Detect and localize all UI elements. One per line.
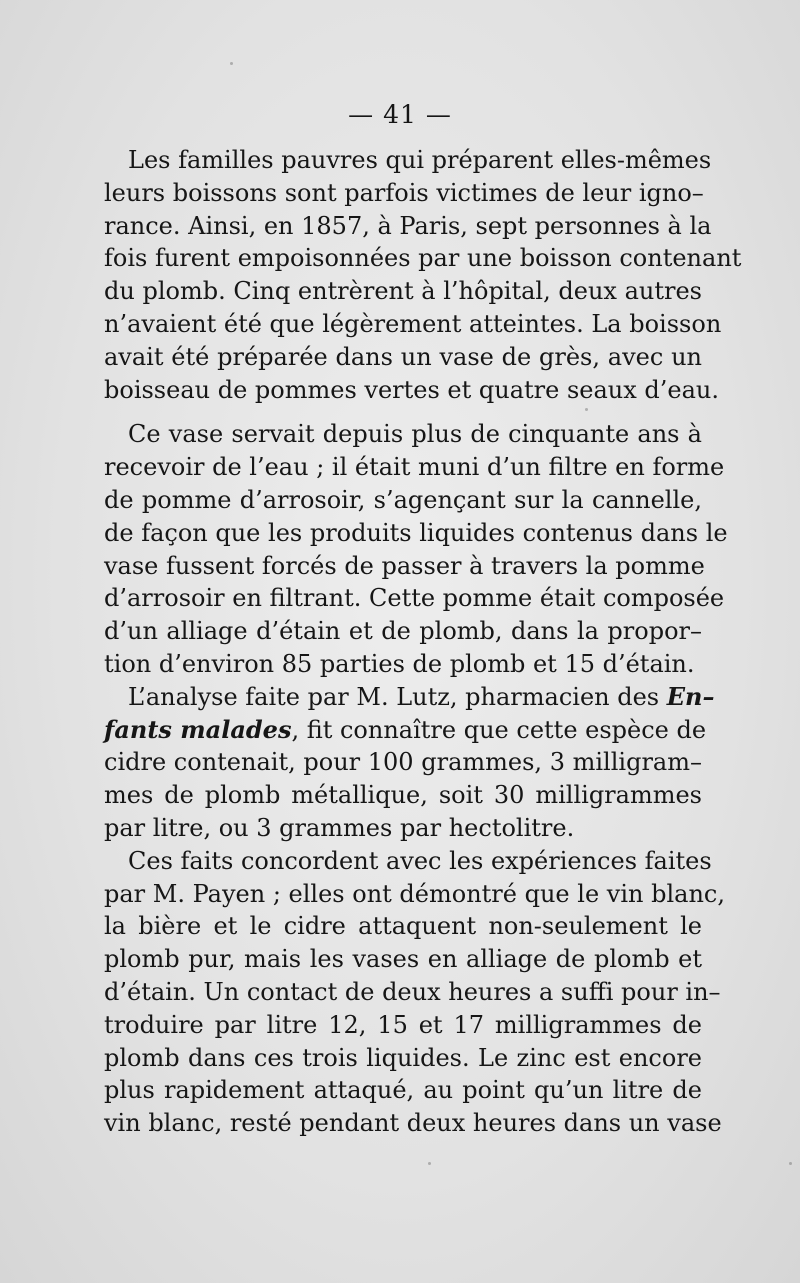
text-line: de pomme d’arrosoir, s’agençant sur la cannelle, — [104, 485, 702, 514]
text-line: cidre contenait, pour 100 grammes, 3 milligram– — [104, 748, 702, 777]
text-line: tion d’environ 85 parties de plomb et 15 d’étain. — [104, 649, 695, 678]
italic-title: En– — [666, 681, 715, 711]
text-line: d’étain. Un contact de deux heures a suffi pour in– — [104, 977, 721, 1006]
text-line: d’arrosoir en filtrant. Cette pomme était composée — [104, 584, 725, 613]
text-line: du plomb. Cinq entrèrent à l’hôpital, deux autres — [104, 277, 702, 306]
text-line: mes de plomb métallique, soit 30 milligrammes — [104, 781, 702, 810]
text-line: de façon que les produits liquides contenus dans le — [104, 518, 728, 547]
text-line: plus rapidement attaqué, au point qu’un litre de — [104, 1076, 702, 1105]
text-line: recevoir de l’eau ; il était muni d’un filtre en forme — [104, 453, 725, 482]
text-line: fois furent empoisonnées par une boisson contenant — [104, 244, 742, 273]
text-line: par litre, ou 3 grammes par hectolitre. — [104, 813, 575, 842]
text-line: plomb pur, mais les vases en alliage de plomb et — [104, 945, 702, 974]
text-line: boisseau de pommes vertes et quatre seaux d’eau. — [104, 375, 720, 404]
paper-speck — [230, 62, 233, 65]
text-run: , fit connaître que cette espèce de — [291, 715, 707, 744]
paper-speck — [428, 1162, 431, 1165]
text-line: n’avaient été que légèrement atteintes. La boisson — [104, 309, 722, 338]
text-line: troduire par litre 12, 15 et 17 milligrammes de — [104, 1010, 702, 1039]
body-text — [104, 144, 742, 1140]
text-line — [104, 681, 715, 714]
text-line: la bière et le cidre attaquent non-seulement le — [104, 912, 702, 941]
paper-speck — [789, 1162, 792, 1165]
text-line: rance. Ainsi, en 1857, à Paris, sept personnes à la — [104, 211, 712, 240]
text-line: Les familles pauvres qui préparent elles-mêmes — [128, 146, 712, 174]
text-line: vin blanc, resté pendant deux heures dans un vase — [104, 1109, 722, 1138]
paragraph-4 — [104, 845, 725, 1140]
text-run: L’analyse faite par M. Lutz, pharmacien des — [128, 682, 667, 711]
text-line: d’un alliage d’étain et de plomb, dans la propor– — [104, 617, 702, 646]
paragraph-3 — [104, 681, 715, 845]
text-line — [104, 714, 707, 747]
text-line: par M. Payen ; elles ont démontré que le vin blanc, — [104, 879, 725, 908]
text-line: Ce vase servait depuis plus de cinquante ans à — [128, 420, 702, 449]
paragraph-1 — [104, 144, 742, 406]
text-line: avait été préparée dans un vase de grès, avec un — [104, 342, 702, 371]
text-line: plomb dans ces trois liquides. Le zinc est encore — [104, 1043, 702, 1072]
paper-speck — [585, 408, 588, 411]
page-number: — 41 — — [348, 100, 452, 129]
italic-title: fants malades — [104, 714, 292, 744]
text-line: leurs boissons sont parfois victimes de leur igno– — [104, 178, 704, 207]
paragraph-2 — [104, 418, 728, 680]
text-line: Ces faits concordent avec les expériences faites — [128, 846, 712, 875]
text-line: vase fussent forcés de passer à travers la pomme — [104, 551, 705, 580]
